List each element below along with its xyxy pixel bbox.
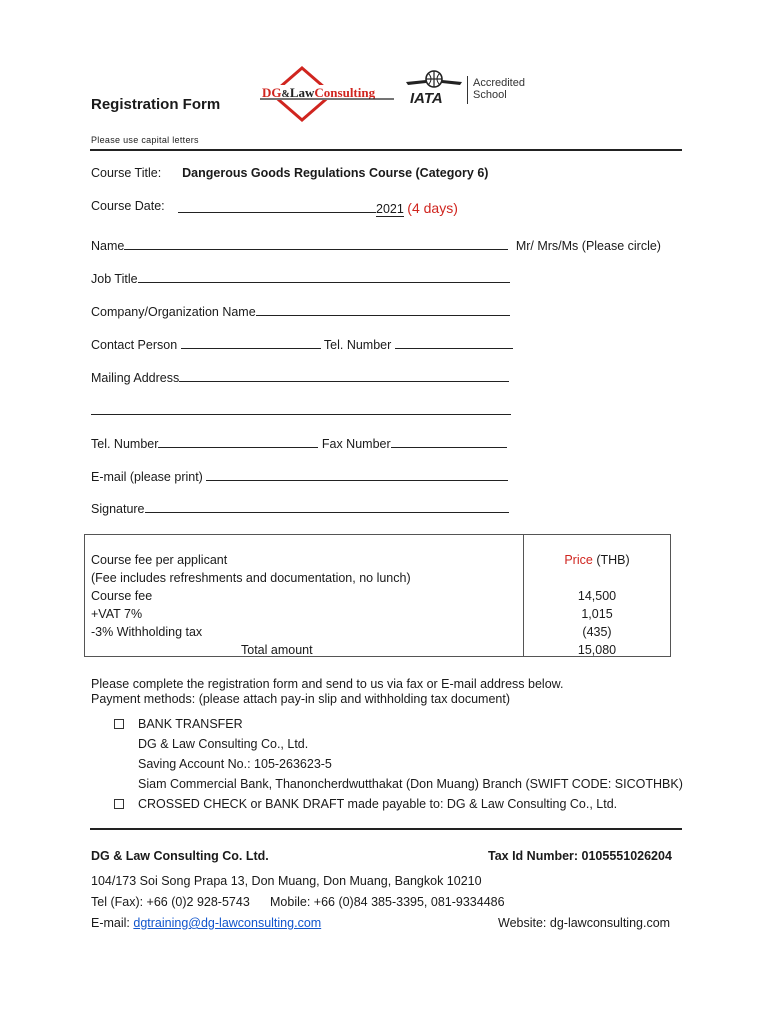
company-row xyxy=(91,302,510,319)
vat-label: +VAT 7% xyxy=(91,607,143,621)
tel-field[interactable] xyxy=(158,434,318,448)
header-rule xyxy=(90,149,682,151)
course-date-field[interactable] xyxy=(178,199,458,216)
name-row xyxy=(91,236,661,253)
course-title-value: Dangerous Goods Regulations Course (Category 6) xyxy=(182,166,489,180)
footer-email-link[interactable]: dgtraining@dg-lawconsulting.com xyxy=(133,916,322,930)
total-amount-value: 15,080 xyxy=(577,643,617,657)
mailing-address-line2[interactable] xyxy=(91,401,511,418)
job-title-field[interactable] xyxy=(138,269,510,283)
instructions xyxy=(91,677,563,707)
price-word: Price xyxy=(564,553,593,567)
price-header xyxy=(524,551,670,569)
svg-text:DG&LawConsulting: DG&LawConsulting xyxy=(262,85,376,100)
signature-row xyxy=(91,499,509,516)
crossed-check-label: CROSSED CHECK or BANK DRAFT made payable to: DG & Law Consulting Co., Ltd. xyxy=(138,797,618,811)
course-date-year: 2021 xyxy=(376,202,404,216)
contact-row xyxy=(91,335,513,352)
name-field[interactable] xyxy=(124,236,508,250)
footer-tel-fax: Tel (Fax): +66 (0)2 928-5743 xyxy=(91,895,250,909)
footer-company: DG & Law Consulting Co. Ltd. xyxy=(91,849,269,863)
email-row xyxy=(91,467,508,484)
course-fee-value: 14,500 xyxy=(577,589,617,603)
course-title-row xyxy=(91,166,488,180)
withholding-value: (435) xyxy=(582,625,612,639)
tel-label: Tel. Number xyxy=(91,437,159,451)
fax-label: Fax Number xyxy=(321,437,391,451)
footer-website: Website: dg-lawconsulting.com xyxy=(498,916,671,930)
footer-email-label: E-mail: xyxy=(91,916,130,930)
course-date-label: Course Date: xyxy=(91,199,165,213)
bank-transfer-option[interactable] xyxy=(114,714,683,734)
contact-person-label: Contact Person xyxy=(91,338,178,352)
footer-mobile: Mobile: +66 (0)84 385-3395, 081-9334486 xyxy=(270,895,505,909)
dg-law-consulting-logo xyxy=(258,66,398,122)
name-label: Name xyxy=(91,239,125,253)
signature-field[interactable] xyxy=(145,499,509,513)
fee-includes: (Fee includes refreshments and documentation, no lunch) xyxy=(91,571,411,585)
instructions-line1: Please complete the registration form and send to us via fax or E-mail address below. xyxy=(91,677,564,691)
contact-tel-field[interactable] xyxy=(395,335,513,349)
crossed-check-option[interactable] xyxy=(114,794,683,814)
contact-tel-label: Tel. Number xyxy=(323,338,392,352)
fax-field[interactable] xyxy=(391,434,507,448)
course-date-days: (4 days) xyxy=(407,200,458,216)
footer-tax-id: Tax Id Number: 0105551026204 xyxy=(488,849,672,863)
withholding-label: -3% Withholding tax xyxy=(91,625,203,639)
footer-email-row xyxy=(91,916,321,930)
contact-person-field[interactable] xyxy=(181,335,321,349)
fee-header: Course fee per applicant xyxy=(91,553,228,567)
course-fee-label: Course fee xyxy=(91,589,153,603)
company-label: Company/Organization Name xyxy=(91,305,256,319)
footer-address: 104/173 Soi Song Prapa 13, Don Muang, Don Muang, Bangkok 10210 xyxy=(91,874,482,888)
capital-letters-note: Please use capital letters xyxy=(91,135,199,145)
mailing-row xyxy=(91,368,509,385)
email-label: E-mail (please print) xyxy=(91,470,203,484)
total-amount-label: Total amount xyxy=(241,643,313,657)
signature-label: Signature xyxy=(91,502,145,516)
page-title: Registration Form xyxy=(91,96,221,113)
vat-value: 1,015 xyxy=(581,607,613,621)
instructions-line2: Payment methods: (please attach pay-in slip and withholding tax document) xyxy=(91,692,510,706)
accredited-school-text: Accredited School xyxy=(473,77,525,101)
email-field[interactable] xyxy=(206,467,508,481)
crossed-check-checkbox[interactable] xyxy=(114,799,124,809)
iata-logo xyxy=(404,68,464,108)
tel-fax-row xyxy=(91,434,507,451)
currency: (THB) xyxy=(596,553,630,567)
company-field[interactable] xyxy=(256,302,510,316)
course-title-label: Course Title: xyxy=(91,166,162,180)
job-title-label: Job Title xyxy=(91,272,138,286)
saving-account: Saving Account No.: 105-263623-5 xyxy=(138,757,332,771)
bank-branch: Siam Commercial Bank, Thanoncherdwutthakat (Don Muang) Branch (SWIFT CODE: SICOTHBK) xyxy=(138,777,683,791)
logo-divider xyxy=(467,76,468,104)
fee-values xyxy=(524,551,670,659)
bank-company-name: DG & Law Consulting Co., Ltd. xyxy=(138,737,309,751)
mailing-address-field[interactable] xyxy=(179,368,509,382)
course-date-row xyxy=(91,199,165,213)
job-title-row xyxy=(91,269,510,286)
footer-rule xyxy=(90,828,682,830)
bank-transfer-label: BANK TRANSFER xyxy=(138,717,243,731)
payment-methods xyxy=(114,714,683,814)
mailing-address-label: Mailing Address xyxy=(91,371,180,385)
title-circle-options: Mr/ Mrs/Ms (Please circle) xyxy=(515,239,661,253)
fee-table xyxy=(84,534,671,657)
fee-labels xyxy=(91,551,411,659)
svg-text:IATA: IATA xyxy=(410,90,443,107)
bank-transfer-checkbox[interactable] xyxy=(114,719,124,729)
